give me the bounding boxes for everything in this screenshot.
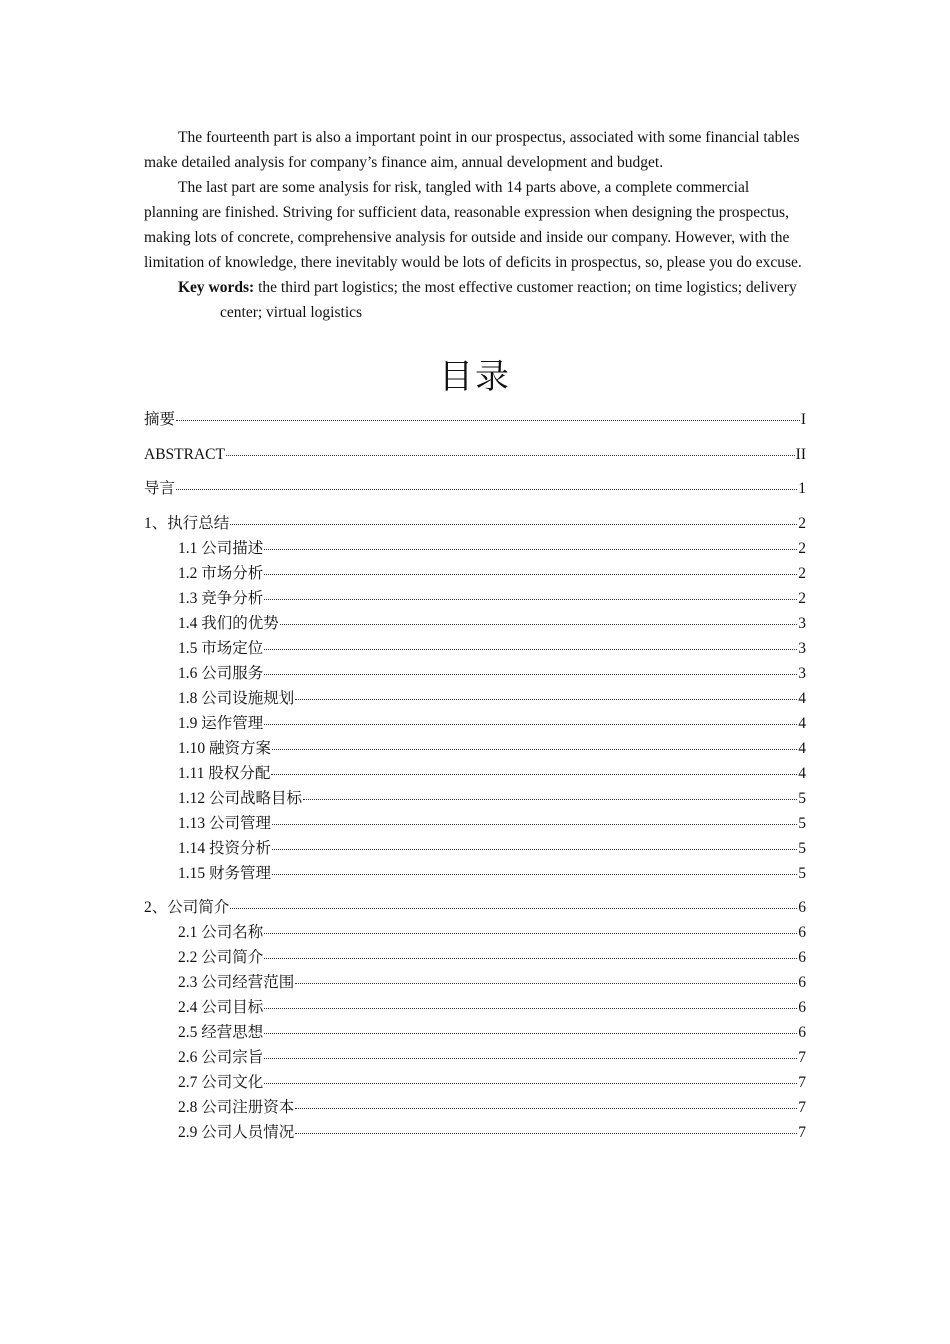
toc-entry[interactable] [144, 611, 806, 636]
toc-dot-leader [264, 724, 797, 725]
toc-entry-page-number: 6 [798, 949, 806, 966]
keywords-text: the third part logistics; the most effective customer reaction; on time logistics; delivery center; virtual logistics [220, 279, 797, 321]
toc-dot-leader [295, 983, 797, 984]
toc-dot-leader [230, 524, 797, 525]
toc-entry[interactable] [144, 736, 806, 761]
toc-entry[interactable] [144, 407, 806, 432]
toc-entry-label: 2.2 公司简介 [178, 949, 264, 966]
toc-entry-page-number: I [800, 411, 806, 428]
toc-entry-page-number: 5 [798, 789, 806, 807]
toc-entry[interactable] [144, 970, 806, 995]
toc-entry[interactable] [144, 895, 806, 920]
toc-entry-page-number: 5 [798, 864, 806, 882]
toc-entry-label: 1.6 公司服务 [178, 664, 264, 682]
toc-dot-leader [295, 1133, 797, 1134]
toc-entry-page-number: 7 [798, 1124, 806, 1141]
abstract-paragraph: The last part are some analysis for risk, tangled with 14 parts above, a complete commercial planning are finished. Striving for sufficient data, reasonable expression when designing the prospectus, making lots of concrete, comprehensive analysis for outside and inside our company. However, with the limitation of knowledge, there inevitably would be lots of deficits in prospectus, so, please you do excuse. [144, 179, 802, 271]
toc-entry[interactable] [144, 1020, 806, 1045]
toc-entry-page-number: 7 [798, 1074, 806, 1091]
toc-entry-page-number: 6 [798, 1024, 806, 1041]
toc-dot-leader [272, 749, 797, 750]
toc-entry-label: 1.10 融资方案 [178, 739, 272, 757]
toc-entry-label: 1.8 公司设施规划 [178, 689, 295, 707]
toc-entry-page-number: 6 [798, 899, 806, 916]
toc-dot-leader [264, 1033, 797, 1034]
toc-entry-page-number: 6 [798, 974, 806, 991]
toc-entry[interactable] [144, 920, 806, 945]
keywords-line [144, 275, 806, 325]
toc-dot-leader [264, 574, 797, 575]
toc-dot-leader [264, 674, 797, 675]
toc-entry[interactable] [144, 561, 806, 586]
toc-dot-leader [264, 1083, 797, 1084]
toc-entry-label: 1.4 我们的优势 [178, 614, 279, 632]
toc-entry-label: ABSTRACT [144, 445, 225, 463]
abstract-paragraph: The fourteenth part is also a important point in our prospectus, associated with some financial tables make detailed analysis for company’s finance aim, annual development and budget. [144, 129, 800, 171]
toc-entry-label: 2.3 公司经营范围 [178, 974, 295, 991]
toc-entry[interactable] [144, 442, 806, 467]
toc-entry[interactable] [144, 811, 806, 836]
toc-dot-leader [264, 933, 797, 934]
toc-entry[interactable] [144, 586, 806, 611]
toc-dot-leader [295, 699, 797, 700]
toc-entry-page-number: 2 [798, 514, 806, 532]
toc-entry-label: 1.5 市场定位 [178, 639, 264, 657]
toc-dot-leader [264, 1008, 797, 1009]
toc-entry-label: 2.9 公司人员情况 [178, 1124, 295, 1141]
toc-dot-leader [176, 420, 800, 421]
toc-dot-leader [272, 874, 797, 875]
toc-entry[interactable] [144, 686, 806, 711]
table-of-contents [144, 407, 806, 1145]
toc-entry[interactable] [144, 536, 806, 561]
toc-entry-page-number: 6 [798, 999, 806, 1016]
toc-entry-page-number: 2 [798, 589, 806, 607]
toc-entry-page-number: 4 [798, 714, 806, 732]
keywords-label: Key words: [178, 279, 255, 296]
toc-entry-label: 1、执行总结 [144, 514, 230, 532]
toc-entry-page-number: 4 [798, 764, 806, 782]
toc-title: 目录 [439, 357, 511, 397]
toc-entry[interactable] [144, 1045, 806, 1070]
toc-entry-label: 摘要 [144, 411, 176, 428]
toc-entry-page-number: 3 [798, 664, 806, 682]
toc-entry-label: 2.1 公司名称 [178, 924, 264, 941]
toc-entry[interactable] [144, 636, 806, 661]
toc-entry-label: 2.7 公司文化 [178, 1074, 264, 1091]
toc-entry-page-number: 4 [798, 689, 806, 707]
toc-entry[interactable] [144, 711, 806, 736]
toc-dot-leader [303, 799, 797, 800]
toc-dot-leader [271, 774, 797, 775]
toc-entry-page-number: 7 [798, 1099, 806, 1116]
toc-dot-leader [264, 958, 797, 959]
toc-entry-label: 1.13 公司管理 [178, 814, 272, 832]
toc-entry[interactable] [144, 786, 806, 811]
toc-entry[interactable] [144, 476, 806, 501]
toc-entry[interactable] [144, 761, 806, 786]
toc-dot-leader [280, 624, 797, 625]
toc-entry-label: 2.8 公司注册资本 [178, 1099, 295, 1116]
toc-entry-label: 1.12 公司战略目标 [178, 789, 303, 807]
toc-entry-label: 2.4 公司目标 [178, 999, 264, 1016]
toc-entry[interactable] [144, 1120, 806, 1145]
toc-entry-label: 1.2 市场分析 [178, 564, 264, 582]
toc-dot-leader [226, 455, 795, 456]
toc-entry[interactable] [144, 861, 806, 886]
toc-entry-page-number: 5 [798, 839, 806, 857]
toc-dot-leader [272, 849, 797, 850]
toc-entry-page-number: 3 [798, 639, 806, 657]
toc-dot-leader [176, 489, 797, 490]
toc-entry-page-number: 7 [798, 1049, 806, 1066]
toc-dot-leader [230, 908, 797, 909]
toc-entry[interactable] [144, 1095, 806, 1120]
toc-entry-label: 2.6 公司宗旨 [178, 1049, 264, 1066]
toc-dot-leader [264, 1058, 797, 1059]
toc-entry-page-number: 5 [798, 814, 806, 832]
toc-entry-label: 1.3 竞争分析 [178, 589, 264, 607]
toc-dot-leader [264, 549, 797, 550]
toc-entry-label: 2.5 经营思想 [178, 1024, 264, 1041]
page-content [144, 125, 806, 1145]
toc-entry[interactable] [144, 995, 806, 1020]
toc-entry[interactable] [144, 661, 806, 686]
toc-entry-page-number: 1 [798, 480, 806, 497]
toc-entry-page-number: 3 [798, 614, 806, 632]
toc-entry-page-number: II [795, 445, 806, 463]
toc-entry[interactable] [144, 836, 806, 861]
toc-dot-leader [264, 599, 797, 600]
toc-entry-label: 1.11 股权分配 [178, 764, 271, 782]
toc-entry[interactable] [144, 511, 806, 536]
toc-entry-page-number: 6 [798, 924, 806, 941]
toc-entry[interactable] [144, 1070, 806, 1095]
toc-entry-page-number: 2 [798, 539, 806, 557]
toc-entry-label: 2、公司简介 [144, 899, 230, 916]
toc-entry-label: 1.9 运作管理 [178, 714, 264, 732]
toc-entry-label: 1.15 财务管理 [178, 864, 272, 882]
toc-entry-label: 1.14 投资分析 [178, 839, 272, 857]
toc-entry-label: 导言 [144, 480, 176, 497]
toc-entry-page-number: 2 [798, 564, 806, 582]
toc-entry-page-number: 4 [798, 739, 806, 757]
toc-dot-leader [272, 824, 797, 825]
toc-entry-label: 1.1 公司描述 [178, 539, 264, 557]
toc-dot-leader [295, 1108, 797, 1109]
toc-dot-leader [264, 649, 797, 650]
toc-entry[interactable] [144, 945, 806, 970]
